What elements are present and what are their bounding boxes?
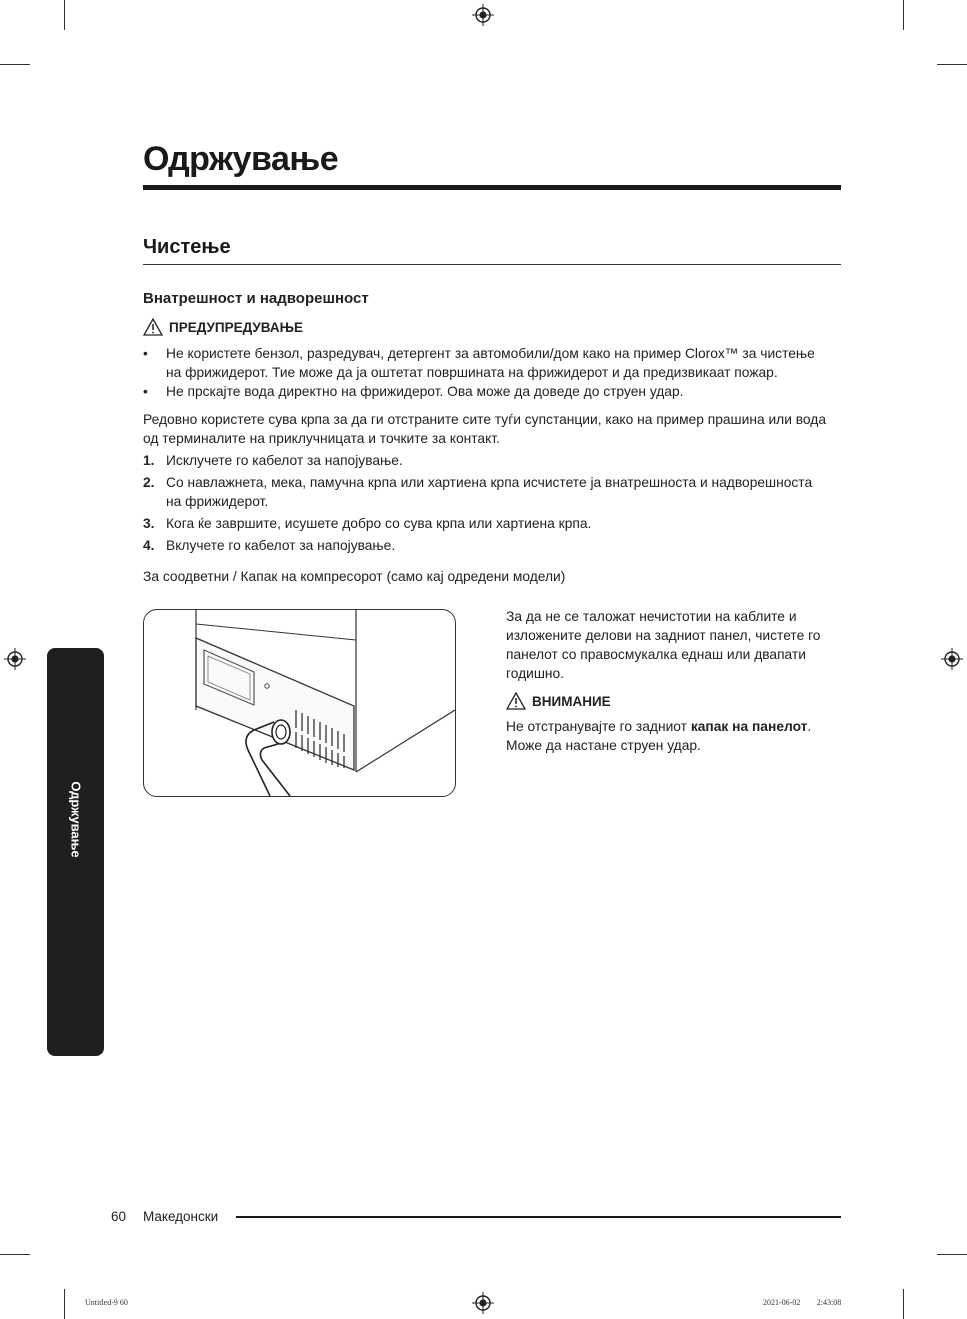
- subsection-title: Внатрешност и надворешност: [143, 290, 369, 307]
- crop-mark: [903, 0, 904, 30]
- page-number: 60: [111, 1209, 127, 1224]
- crop-mark: [937, 64, 967, 65]
- warning-list: [143, 344, 823, 401]
- footer-language: Македонски: [143, 1209, 219, 1224]
- footer-divider: [236, 1216, 841, 1218]
- crop-mark: [903, 1289, 904, 1319]
- crop-mark: [64, 0, 65, 30]
- compressor-heading: За соодветни / Капак на компресорот (само кај одредени модели): [143, 569, 566, 584]
- panel-cover-term: капак на панелот: [690, 719, 808, 734]
- steps-list: [143, 451, 823, 558]
- chapter-title: Одржување: [143, 140, 339, 178]
- warning-heading: [143, 318, 303, 336]
- side-tab-label: Одржување: [68, 781, 83, 858]
- step-item: 2. Со навлажнета, мека, памучна крпа или хартиена крпа исчистете ја внатрешноста и надворешноста на фрижидерот.: [143, 475, 813, 509]
- registration-mark-icon: [472, 1292, 494, 1314]
- fridge-back-panel-icon: [144, 610, 455, 796]
- step-item: 4. Вклучете го кабелот за напојување.: [143, 538, 396, 553]
- chapter-divider: [143, 185, 841, 190]
- section-title: Чистење: [143, 236, 231, 258]
- caution-label: ВНИМАНИЕ: [532, 693, 611, 709]
- caution-text: Не отстранувајте го задниот капак на панелот. Може да настане струен удар.: [506, 719, 812, 753]
- registration-mark-icon: [4, 648, 26, 670]
- warning-label: ПРЕДУПРЕДУВАЊЕ: [169, 319, 303, 335]
- crop-mark: [0, 1254, 30, 1255]
- step-item: 3. Кога ќе завршите, исушете добро со сува крпа или хартиена крпа.: [143, 516, 592, 531]
- crop-mark: [64, 1289, 65, 1319]
- print-slug-right: 2021-06-02 ￿￿ 2:43:08: [763, 1298, 842, 1307]
- registration-mark-icon: [472, 4, 494, 26]
- intro-paragraph: Редовно користете сува крпа за да ги отстраните сите туѓи супстанции, како на пример прашина или вода од терминалите на приклучницата и точките за контакт.: [143, 412, 827, 446]
- list-item: • Не прскајте вода директно на фрижидерот. Ова може да доведе до струен удар.: [143, 384, 684, 399]
- registration-mark-icon: [941, 648, 963, 670]
- step-item: 1. Исклучете го кабелот за напојување.: [143, 453, 403, 468]
- warning-triangle-icon: [506, 692, 526, 710]
- warning-triangle-icon: [143, 318, 163, 336]
- crop-mark: [937, 1254, 967, 1255]
- caution-heading: [506, 692, 611, 710]
- section-divider: [143, 264, 841, 265]
- list-item: • Не користете бензол, разредувач, детергент за автомобили/дом како на пример Clorox™ за чистење на фрижидерот. Тие може да ја оштетат површината на фрижидерот и да предизвикаат пожар.: [143, 346, 815, 380]
- chapter-side-tab: [47, 648, 104, 1056]
- print-slug-left: Untitled-9 60: [85, 1298, 128, 1307]
- vacuum-paragraph: За да не се таложат нечистотии на каблите и изложените делови на задниот панел, чистете го панелот со правосмукалка еднаш или двапати годишно.: [506, 609, 821, 681]
- crop-mark: [0, 64, 30, 65]
- compressor-cover-illustration: [143, 609, 456, 797]
